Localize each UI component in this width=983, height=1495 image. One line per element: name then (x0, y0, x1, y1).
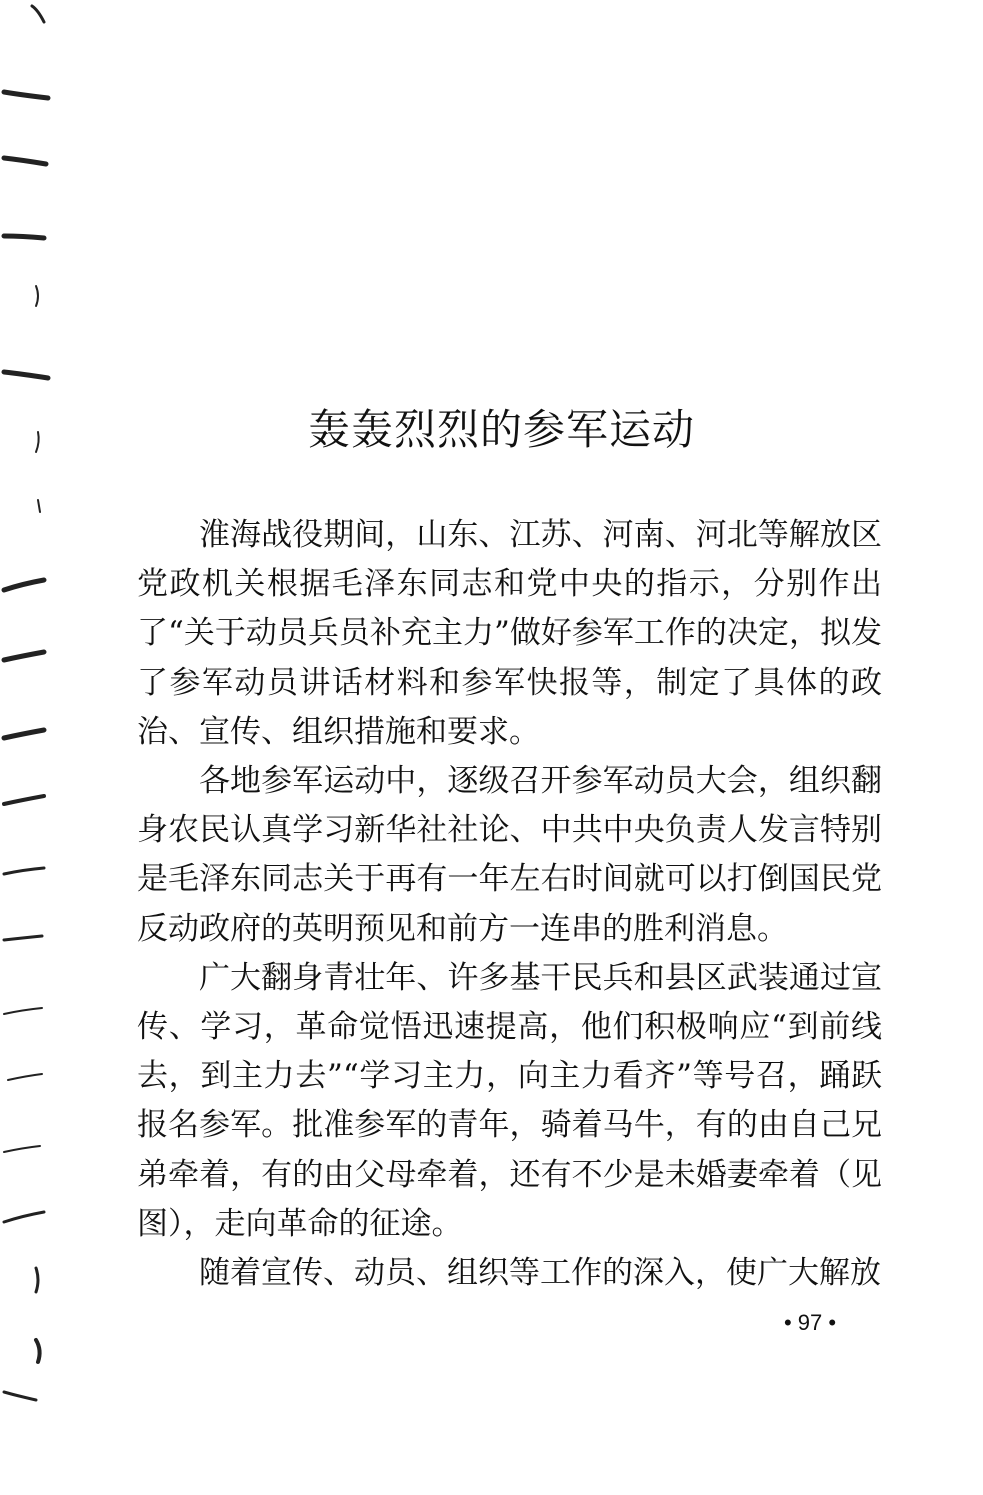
body-text (137, 511, 882, 1298)
binding-edge-marks (0, 0, 60, 1495)
page-number: • 97 • (783, 1310, 837, 1335)
paragraph: 广大翻身青壮年、许多基干民兵和县区武装通过宣传、学习，革命觉悟迅速提高，他们积极响应“到前线去，到主力去”“学习主力，向主力看齐”等号召，踊跃报名参军。批准参军的青年，骑着马牛，有的由自己兄弟牵着，有的由父母牵着，还有不少是未婚妻牵着（见图），走向革命的征途。 (137, 959, 882, 1242)
paragraph: 各地参军运动中，逐级召开参军动员大会，组织翻身农民认真学习新华社社论、中共中央负责人发言特别是毛泽东同志关于再有一年左右时间就可以打倒国民党反动政府的英明预见和前方一连串的胜利消息。 (137, 763, 882, 947)
paragraph: 淮海战役期间，山东、江苏、河南、河北等解放区党政机关根据毛泽东同志和党中央的指示，分别作出了“关于动员兵员补充主力”做好参军工作的决定，拟发了参军动员讲话材料和参军快报等，制定了具体的政治、宣传、组织措施和要求。 (137, 517, 882, 750)
page-title: 轰轰烈烈的参军运动 (307, 405, 695, 454)
paragraph: 随着宣传、动员、组织等工作的深入，使广大解放 (199, 1255, 881, 1292)
